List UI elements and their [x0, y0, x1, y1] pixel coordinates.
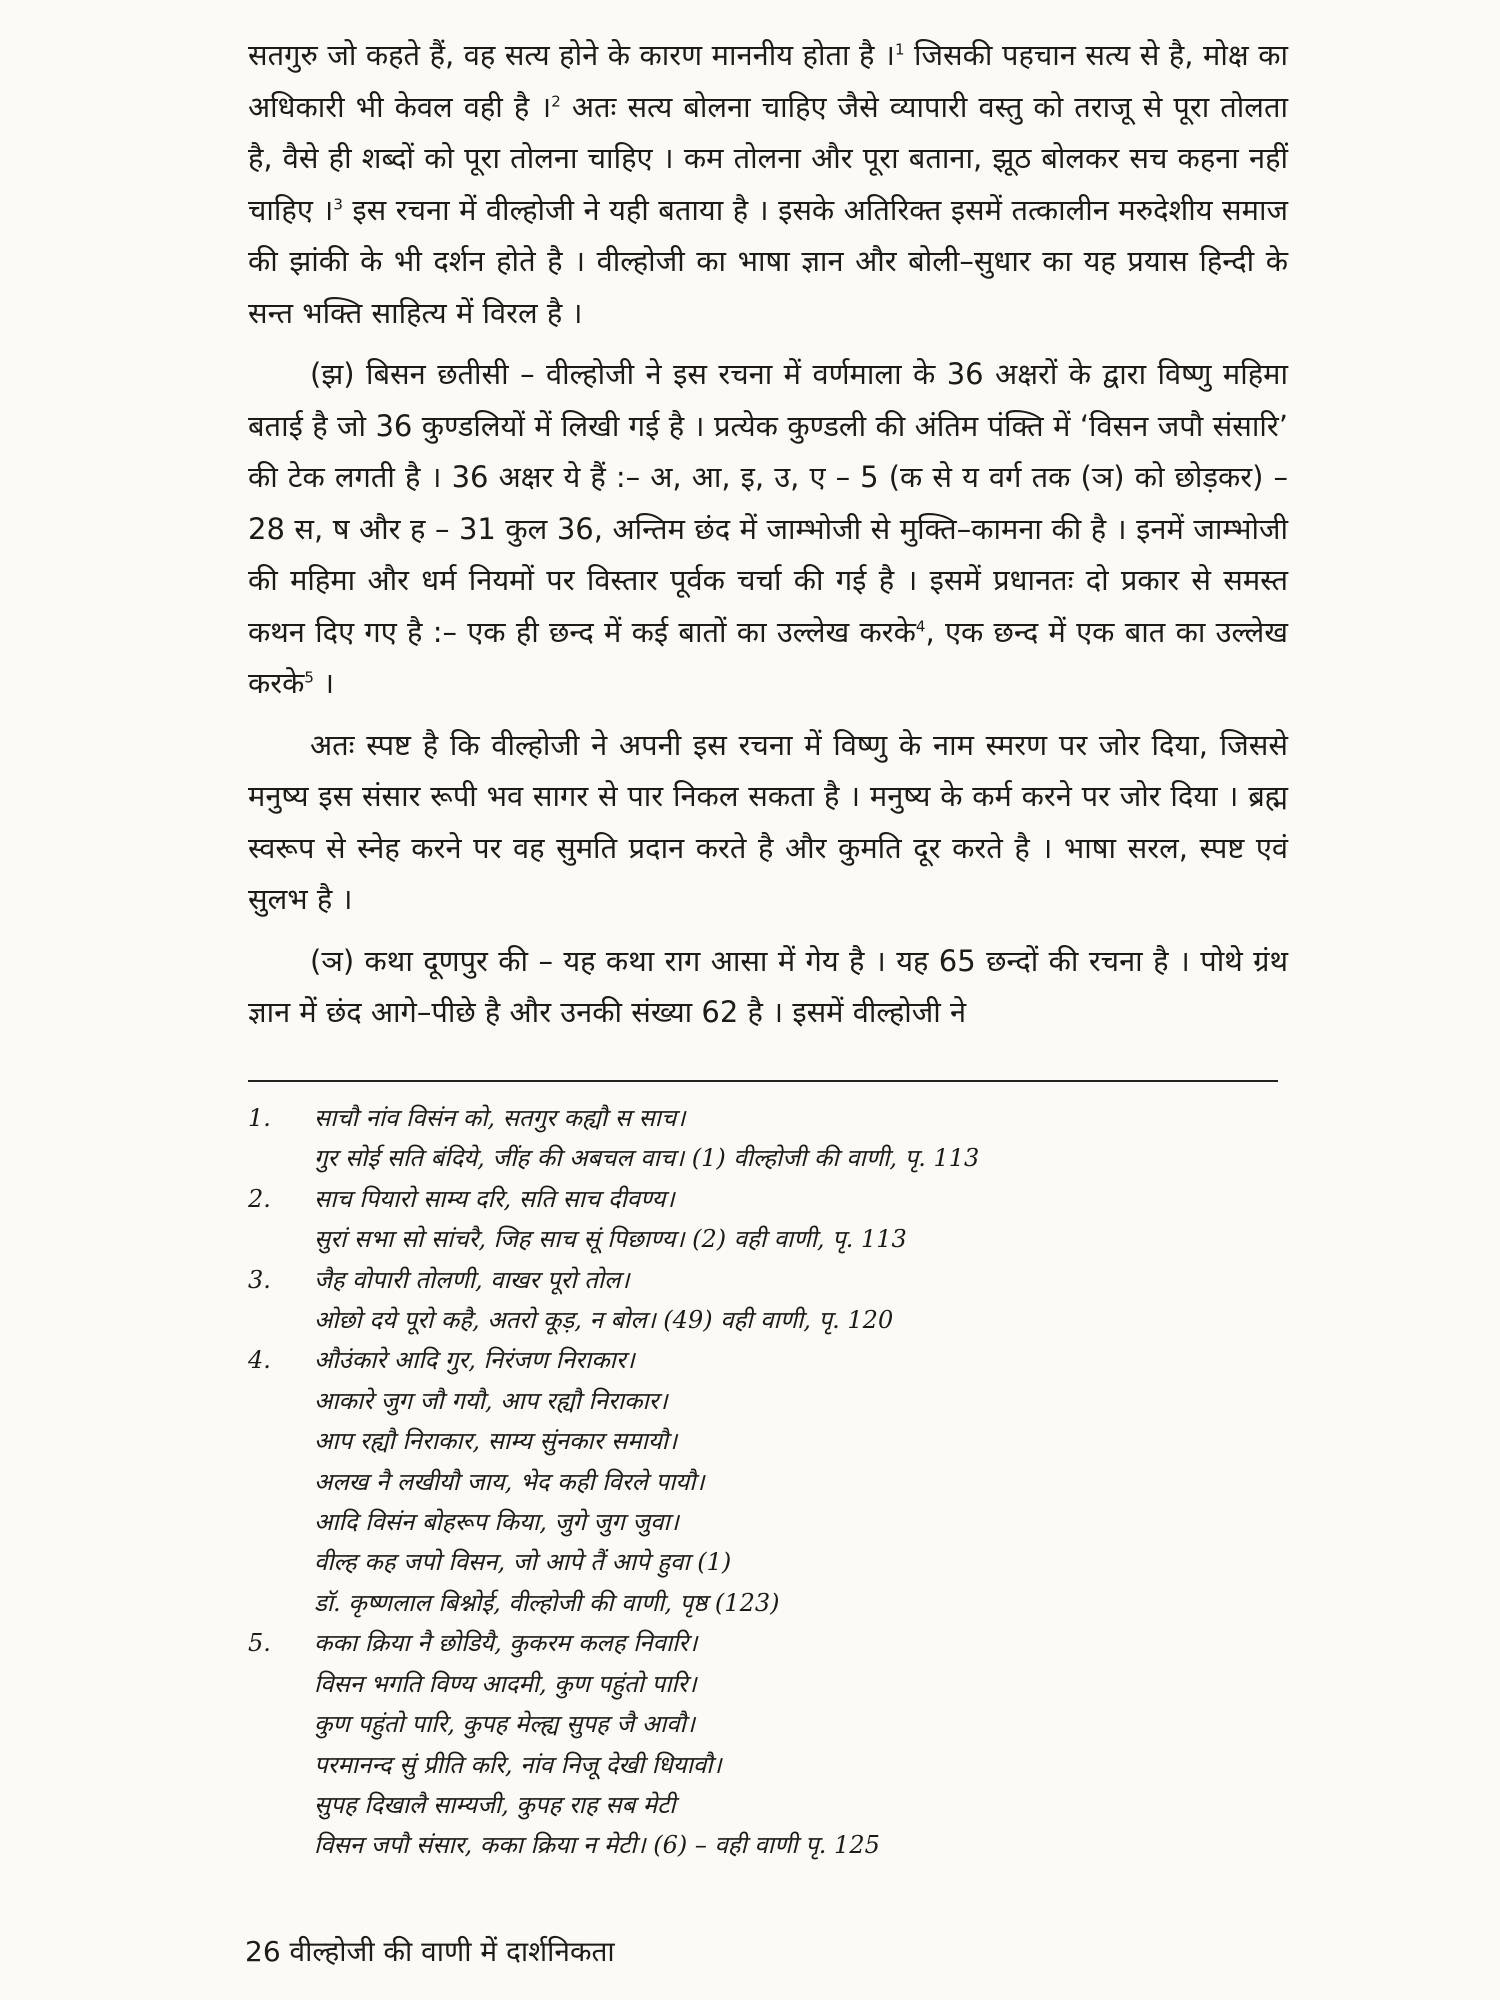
footnote-number: 4.: [248, 1346, 271, 1375]
footnote-number: 3.: [248, 1265, 271, 1294]
footnote-ref-2: 2: [551, 91, 561, 110]
footnote-divider: [248, 1080, 1278, 1082]
footnote-number: 1.: [248, 1104, 271, 1132]
footnote-line: कका क्रिया नै छोडियै, कुकरम कलह निवारि।: [314, 1629, 698, 1658]
footnote-5: [248, 1623, 1288, 1865]
paragraph-1: सतगुरु जो कहते हैं, वह सत्य होने के कारण माननीय होता है ।$^1$ जिसकी पहचान सत्य से है, मोक्ष का अधिकारी भी केवल वही है ।$^2$ अतः सत्य बोलना चाहिए जैसे व्यापारी वस्तु को तराजू से पूरा तोलता है, वैसे ही शब्दों को पूरा तोलना चाहिए । कम तोलना और पूरा बताना, झूठ बोलकर सच कहना नहीं चाहिए ।$^3$ इस रचना में वील्होजी ने यही बताया है । इसके अतिरिक्त इसमें तत्कालीन मरुदेशीय समाज की झांकी के भी दर्शन होते है । वील्होजी का भाषा ज्ञान और बोली–सुधार का यह प्रयास हिन्दी के सन्त भक्ति साहित्य में विरल है ।: [248, 38, 1288, 330]
footnote-line: सुरां सभा सो सांचरै, जिह साच सूं पिछाण्य। (2) वही वाणी, पृ. 113: [314, 1225, 907, 1254]
footnote-4: [248, 1340, 1288, 1623]
footnote-line: वील्ह कह जपो विसन, जो आपे तैं आपे हुवा (1): [314, 1548, 732, 1577]
footnote-1: [248, 1098, 1288, 1179]
paragraph-2: (झ) बिसन छतीसी – वील्होजी ने इस रचना में वर्णमाला के 36 अक्षरों के द्वारा विष्णु महिमा बताई है जो 36 कुण्डलियों में लिखी गई है । प्रत्येक कुण्डली की अंतिम पंक्ति में ‘विसन जपौ संसारि’ की टेक लगती है । 36 अक्षर ये हैं :– अ, आ, इ, उ, ए – 5 (क से य वर्ग तक (ञ) को छोड़कर) – 28 स, ष और ह – 31 कुल 36, अन्तिम छंद में जाम्भोजी से मुक्ति–कामना की है । इनमें जाम्भोजी की महिमा और धर्म नियमों पर विस्तार पूर्वक चर्चा की गई है । इसमें प्रधानतः दो प्रकार से समस्त कथन दिए गए है :– एक ही छन्द में कई बातों का उल्लेख करके$^4$, एक छन्द में एक बात का उल्लेख करके$^5$ ।: [248, 357, 1288, 700]
footnote-line: गुर सोई सति बंदिये, जींह की अबचल वाच। (1) वील्होजी की वाणी, पृ. 113: [314, 1144, 980, 1173]
footnote-line: जैह वोपारी तोलणी, वाखर पूरो तोल।: [314, 1265, 630, 1294]
footnote-line: विसन जपौ संसार, कका क्रिया न मेटी। (6) – वही वाणी पृ. 125: [314, 1831, 880, 1860]
footnote-ref-4: 4: [915, 616, 926, 635]
main-text: [248, 30, 1288, 1039]
footnote-line: आकारे जुग जौ गयौ, आप रह्यौ निराकार।: [314, 1386, 668, 1415]
footnote-number: 2.: [248, 1184, 271, 1213]
footnote-ref-3: 3: [333, 194, 343, 213]
footnote-line: आदि विसंन बोहरूप किया, जुगे जुग जुवा।: [314, 1508, 679, 1537]
footnote-line: सुपह दिखालै साम्यजी, कुपह राह सब मेटी: [314, 1790, 676, 1819]
page-number: 26: [245, 1935, 281, 1968]
footnote-line: साचौ नांव विसंन को, सतगुर कह्यौ स साच।: [314, 1104, 686, 1132]
footnote-line: ओछो दये पूरो कहै, अतरो कूड़, न बोल। (49) वही वाणी, पृ. 120: [314, 1306, 894, 1335]
footnote-3: [248, 1260, 1288, 1341]
footnote-line: आप रह्यौ निराकार, साम्य सुंनकार समायौ।: [314, 1427, 678, 1456]
footnote-line: डॉ. कृष्णलाल बिश्नोई, वील्होजी की वाणी, पृष्ठ (123): [314, 1588, 780, 1617]
footnote-2: [248, 1179, 1288, 1260]
footnote-line: कुण पहुंतो पारि, कुपह मेल्ह्य सुपह जै आवौ।: [314, 1710, 695, 1739]
running-title: वील्होजी की वाणी में दार्शनिकता: [289, 1935, 615, 1968]
footnote-line: विसन भगति विण्य आदमी, कुण पहुंतो पारि।: [314, 1669, 697, 1698]
footnote-ref-5: 5: [304, 668, 314, 687]
paragraph-4: (ञ) कथा दूणपुर की – यह कथा राग आसा में गेय है । यह 65 छन्दों की रचना है । पोथे ग्रंथ ज्ञान में छंद आगे–पीछे है और उनकी संख्या 62 है । इसमें वील्होजी ने: [248, 943, 1288, 1029]
footnotes: [248, 1098, 1288, 1866]
page-footer: [245, 1932, 615, 1970]
footnote-line: परमानन्द सुं प्रीति करि, नांव निजू देखी धियावौ।: [314, 1750, 722, 1779]
footnote-ref-1: 1: [894, 40, 905, 59]
footnote-number: 5.: [248, 1629, 271, 1658]
footnote-line: औउंकारे आदि गुर, निरंजण निराकार।: [314, 1346, 635, 1375]
footnote-line: अलख नै लखीयौ जाय, भेद कही विरले पायौ।: [314, 1467, 705, 1496]
footnote-line: साच पियारो साम्य दरि, सति साच दीवण्य।: [314, 1184, 675, 1213]
paragraph-3: अतः स्पष्ट है कि वील्होजी ने अपनी इस रचना में विष्णु के नाम स्मरण पर जोर दिया, जिससे मनुष्य इस संसार रूपी भव सागर से पार निकल सकता है । मनुष्य के कर्म करने पर जोर दिया । ब्रह्म स्वरूप से स्नेह करने पर वह सुमति प्रदान करते है और कुमति दूर करते है । भाषा सरल, स्पष्ट एवं सुलभ है ।: [248, 727, 1288, 916]
